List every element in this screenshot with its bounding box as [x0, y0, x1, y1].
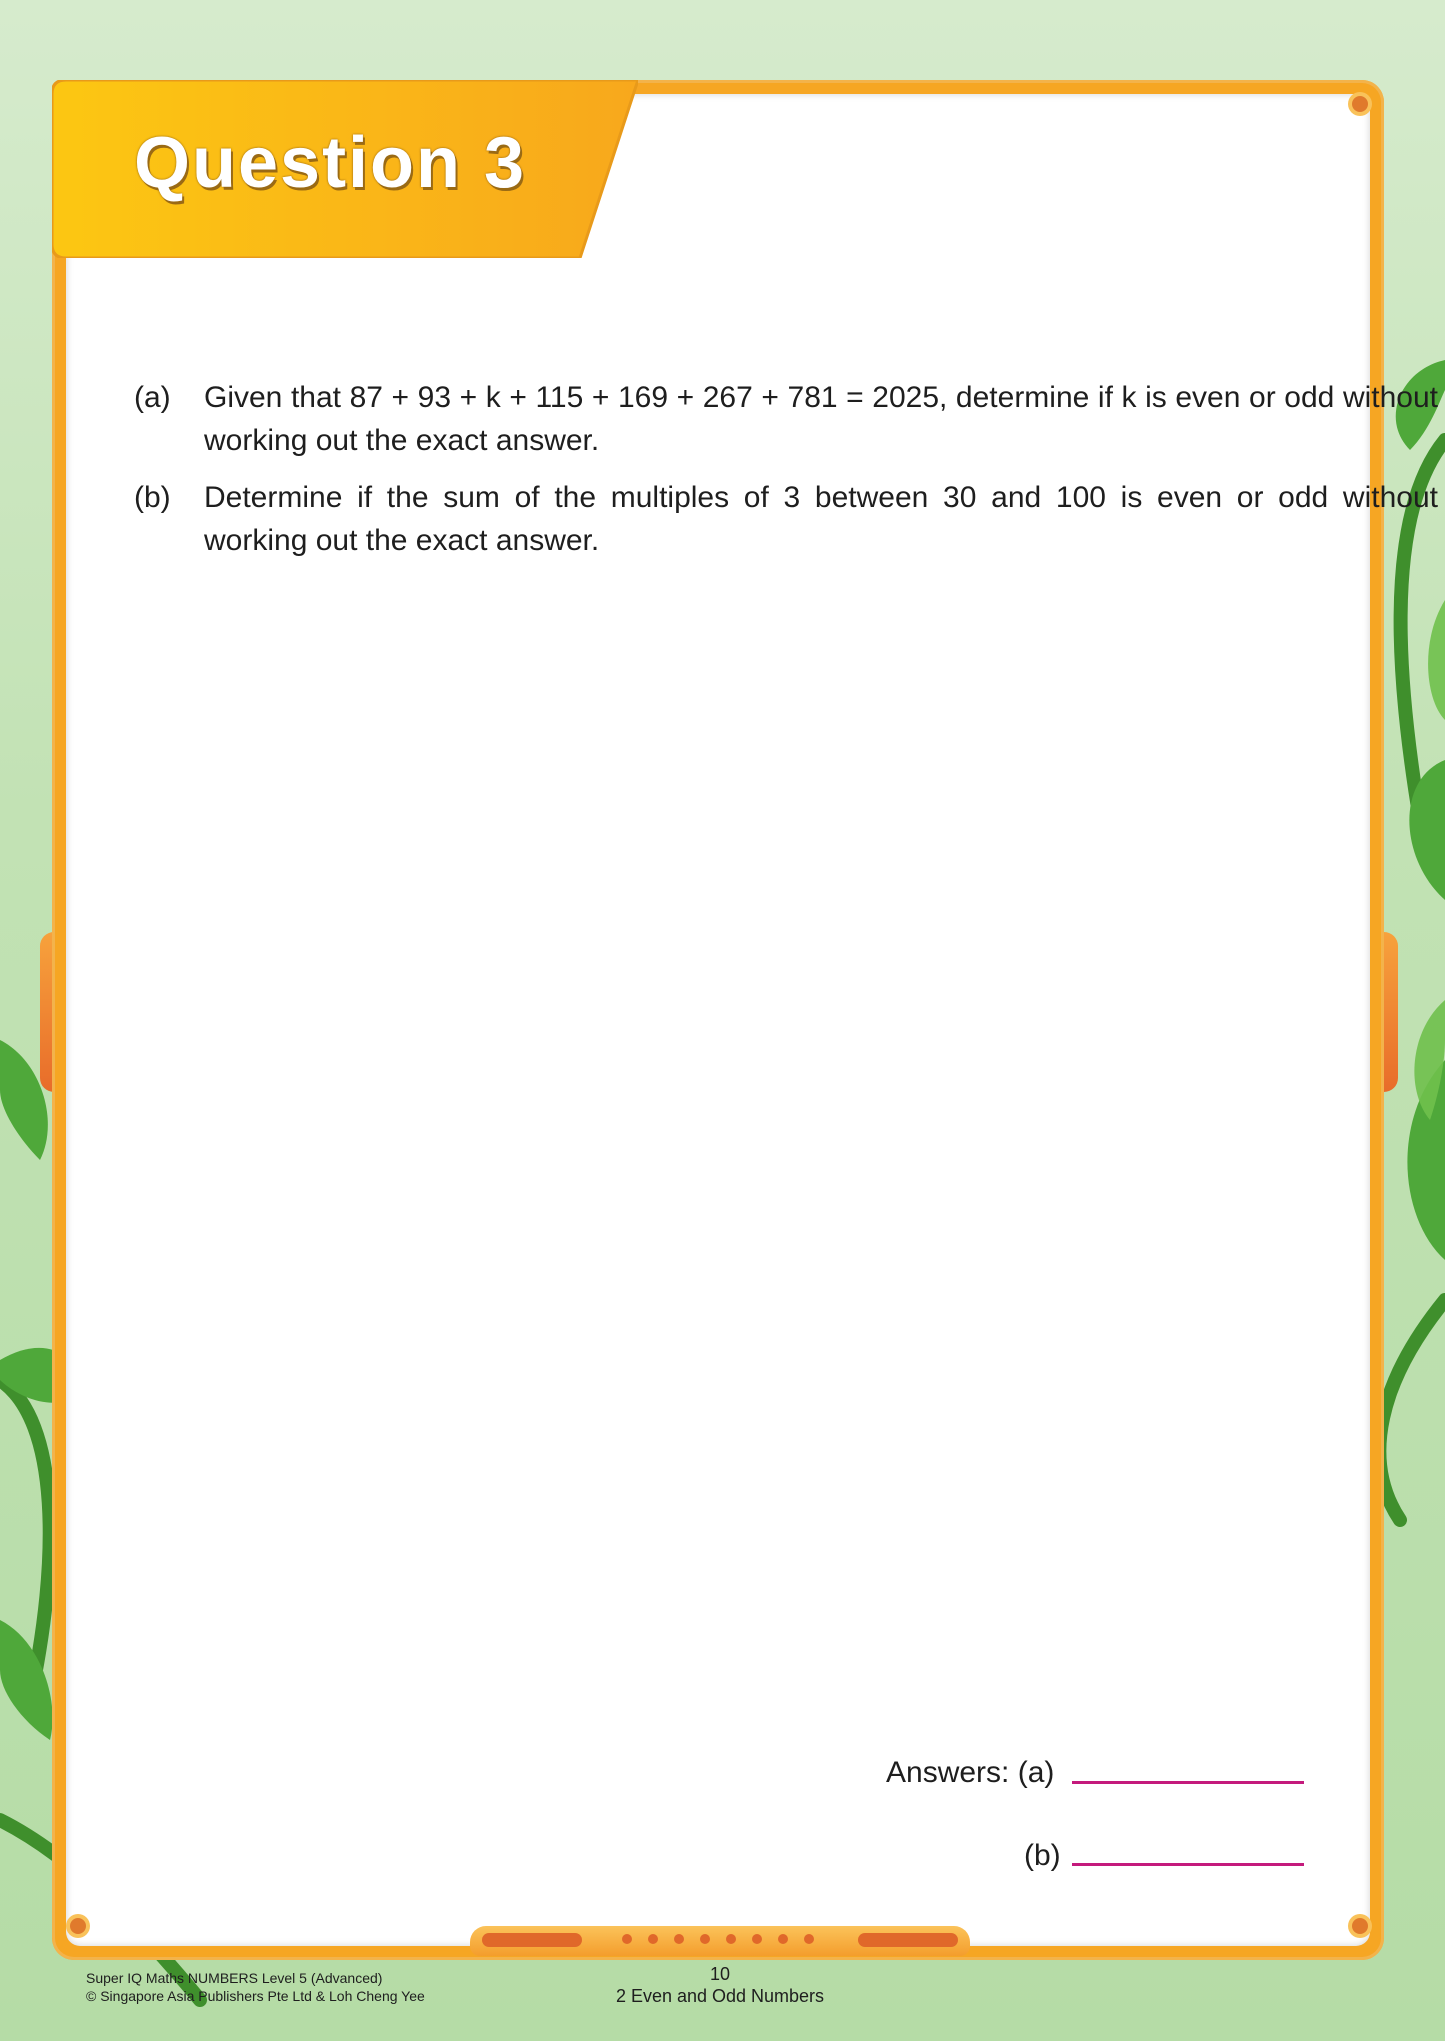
- chapter-title: 2 Even and Odd Numbers: [615, 1986, 825, 2006]
- answer-label-b: (b): [1024, 1839, 1061, 1872]
- corner-bolt-icon: [1352, 1918, 1368, 1934]
- page-title: Question 3: [134, 123, 527, 203]
- corner-bolt-icon: [70, 1918, 86, 1934]
- dot-icon: [674, 1934, 684, 1944]
- dot-icon: [752, 1934, 762, 1944]
- page-number: 10: [709, 1964, 731, 1984]
- corner-bolt-icon: [1352, 96, 1368, 112]
- question-label: (b): [134, 481, 171, 514]
- question-label: (a): [134, 381, 171, 414]
- footer-copyright: © Singapore Asia Publishers Pte Ltd & Loh Cheng Yee: [86, 1988, 425, 2004]
- footer-book-title: Super IQ Maths NUMBERS Level 5 (Advanced): [86, 1970, 383, 1986]
- question-text: Determine if the sum of the multiples of 3 between 30 and 100 is even or odd without working out the exact answer.: [204, 481, 1438, 557]
- dot-icon: [804, 1934, 814, 1944]
- question-text: Given that 87 + 93 + k + 115 + 169 + 267 + 781 = 2025, determine if k is even or odd without working out the exact answer.: [204, 381, 1438, 457]
- dot-icon: [778, 1934, 788, 1944]
- bottom-tab-pill: [482, 1933, 582, 1947]
- answer-line-b[interactable]: [1072, 1863, 1304, 1866]
- bottom-tab: [470, 1926, 970, 1956]
- dot-icon: [726, 1934, 736, 1944]
- bottom-tab-pill: [858, 1933, 958, 1947]
- dot-icon: [700, 1934, 710, 1944]
- dot-icon: [622, 1934, 632, 1944]
- dot-icon: [648, 1934, 658, 1944]
- worksheet-paper: [66, 94, 1370, 1946]
- answer-line-a[interactable]: [1072, 1781, 1304, 1784]
- answer-label-a: Answers: (a): [886, 1756, 1055, 1789]
